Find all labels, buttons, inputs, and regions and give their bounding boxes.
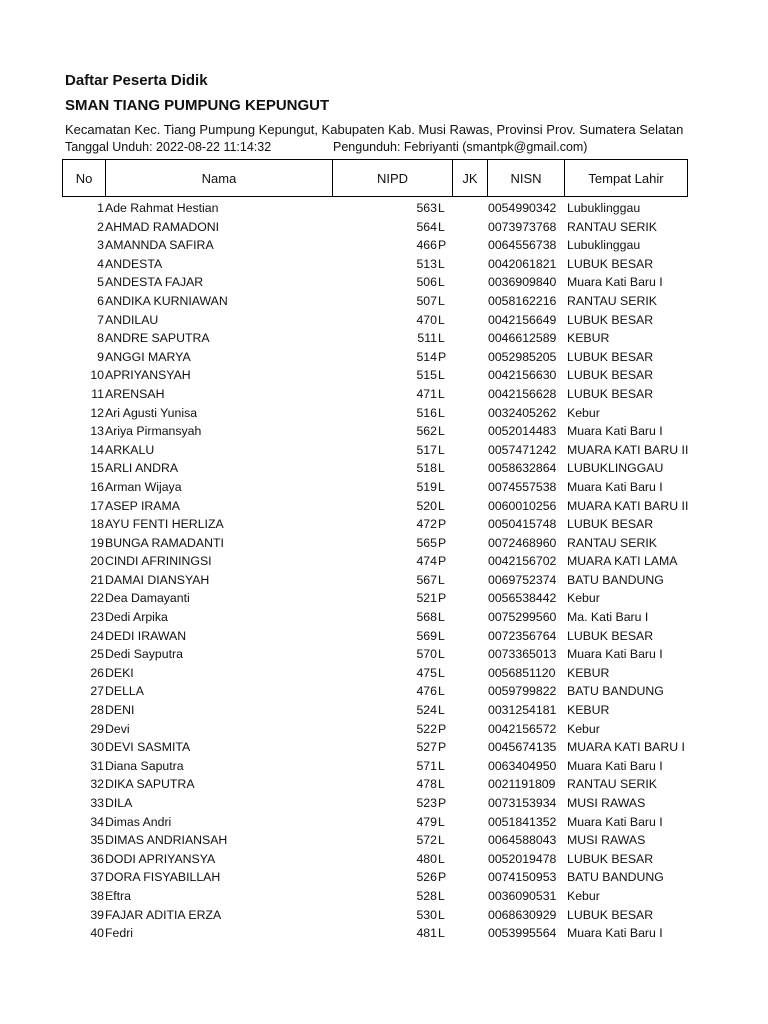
cell-nama: AMANNDA SAFIRA bbox=[105, 238, 214, 253]
cell-nama: CINDI AFRININGSI bbox=[105, 554, 212, 569]
cell-nama: ANDESTA bbox=[105, 256, 163, 271]
cell-nisn: 0074557538 bbox=[488, 479, 557, 494]
cell-jk: L bbox=[438, 647, 445, 662]
cell-no: 25 bbox=[90, 647, 104, 662]
cell-nama: ARKALU bbox=[105, 442, 155, 457]
cell-nama: DIMAS ANDRIANSAH bbox=[105, 833, 228, 848]
cell-nama: Dedi Arpika bbox=[105, 610, 168, 625]
cell-jk: L bbox=[438, 851, 445, 866]
cell-nama: ARENSAH bbox=[105, 386, 165, 401]
cell-nama: ANDIKA KURNIAWAN bbox=[105, 293, 228, 308]
cell-tempat-lahir: MUSI RAWAS bbox=[567, 833, 646, 848]
cell-tempat-lahir: RANTAU SERIK bbox=[567, 219, 657, 234]
cell-tempat-lahir: KEBUR bbox=[567, 331, 610, 346]
cell-jk: L bbox=[438, 758, 445, 773]
cell-no: 16 bbox=[90, 479, 104, 494]
cell-no: 39 bbox=[90, 907, 104, 922]
cell-nama: Ari Agusti Yunisa bbox=[105, 405, 198, 420]
cell-nipd: 475 bbox=[416, 665, 437, 680]
cell-jk: L bbox=[438, 777, 445, 792]
cell-jk: L bbox=[438, 442, 445, 457]
cell-nipd: 476 bbox=[416, 684, 437, 699]
cell-no: 8 bbox=[97, 331, 104, 346]
cell-nama: DORA FISYABILLAH bbox=[105, 870, 221, 885]
cell-nisn: 0058632864 bbox=[488, 461, 557, 476]
cell-nama: ANDRE SAPUTRA bbox=[105, 331, 210, 346]
cell-jk: L bbox=[438, 424, 445, 439]
cell-no: 23 bbox=[90, 610, 104, 625]
cell-jk: L bbox=[438, 665, 445, 680]
cell-tempat-lahir: BATU BANDUNG bbox=[567, 572, 664, 587]
cell-jk: L bbox=[438, 907, 445, 922]
cell-jk: P bbox=[438, 349, 447, 364]
cell-nipd: 516 bbox=[416, 405, 437, 420]
cell-no: 22 bbox=[90, 591, 104, 606]
cell-nama: Eftra bbox=[105, 888, 131, 903]
cell-nipd: 569 bbox=[416, 628, 437, 643]
cell-nipd: 524 bbox=[416, 703, 437, 718]
cell-nama: DEDI IRAWAN bbox=[105, 628, 187, 643]
cell-nisn: 0036909840 bbox=[488, 275, 557, 290]
cell-nisn: 0068630929 bbox=[488, 907, 557, 922]
cell-nisn: 0046612589 bbox=[488, 331, 557, 346]
cell-no: 29 bbox=[90, 721, 104, 736]
cell-nisn: 0057471242 bbox=[488, 442, 557, 457]
cell-nisn: 0042156702 bbox=[488, 554, 557, 569]
cell-nipd: 515 bbox=[416, 368, 437, 383]
cell-nama: Ade Rahmat Hestian bbox=[105, 201, 219, 215]
cell-nipd: 568 bbox=[416, 610, 437, 625]
cell-tempat-lahir: LUBUK BESAR bbox=[567, 907, 654, 922]
cell-nisn: 0045674135 bbox=[488, 740, 557, 755]
cell-jk: P bbox=[438, 517, 447, 532]
cell-no: 27 bbox=[90, 684, 104, 699]
cell-no: 14 bbox=[90, 442, 104, 457]
cell-nisn: 0059799822 bbox=[488, 684, 557, 699]
cell-nisn: 0056538442 bbox=[488, 591, 557, 606]
cell-tempat-lahir: BATU BANDUNG bbox=[567, 870, 664, 885]
cell-nama: DIKA SAPUTRA bbox=[105, 777, 195, 792]
cell-tempat-lahir: Lubuklinggau bbox=[567, 201, 641, 215]
cell-nipd: 528 bbox=[416, 888, 437, 903]
cell-jk: L bbox=[438, 572, 445, 587]
cell-nipd: 478 bbox=[416, 777, 437, 792]
cell-nama: DEKI bbox=[105, 665, 134, 680]
cell-jk: L bbox=[438, 256, 445, 271]
cell-nama: Fedri bbox=[105, 926, 134, 941]
cell-nipd: 571 bbox=[416, 758, 437, 773]
cell-nama: ASEP IRAMA bbox=[105, 498, 180, 513]
cell-nama: Diana Saputra bbox=[105, 758, 184, 773]
cell-no: 35 bbox=[90, 833, 104, 848]
cell-jk: P bbox=[438, 591, 447, 606]
cell-nama: APRIYANSYAH bbox=[105, 368, 191, 383]
cell-jk: L bbox=[438, 312, 445, 327]
cell-nipd: 470 bbox=[416, 312, 437, 327]
header-nisn: NISN bbox=[488, 160, 565, 197]
cell-no: 26 bbox=[90, 665, 104, 680]
cell-tempat-lahir: Muara Kati Baru I bbox=[567, 647, 663, 662]
cell-nisn: 0073153934 bbox=[488, 796, 557, 810]
cell-nama: Arman Wijaya bbox=[105, 479, 182, 494]
cell-nisn: 0072356764 bbox=[488, 628, 557, 643]
cell-tempat-lahir: MUARA KATI BARU II bbox=[567, 442, 689, 457]
cell-no: 9 bbox=[97, 349, 104, 364]
cell-jk: P bbox=[438, 870, 447, 885]
cell-jk: L bbox=[438, 479, 445, 494]
cell-nama: Devi bbox=[105, 721, 130, 736]
cell-jk: L bbox=[438, 926, 445, 941]
cell-nipd: 526 bbox=[416, 870, 437, 885]
school-name: SMAN TIANG PUMPUNG KEPUNGUT bbox=[65, 97, 330, 114]
cell-no: 37 bbox=[90, 870, 104, 885]
header-no: No bbox=[63, 160, 106, 197]
cell-nipd: 521 bbox=[416, 591, 437, 606]
header-nama: Nama bbox=[106, 160, 333, 197]
cell-nama: ANDESTA FAJAR bbox=[105, 275, 204, 290]
cell-tempat-lahir: LUBUK BESAR bbox=[567, 312, 654, 327]
cell-nisn: 0060010256 bbox=[488, 498, 557, 513]
cell-nisn: 0032405262 bbox=[488, 405, 557, 420]
cell-no: 34 bbox=[90, 814, 104, 829]
cell-no: 31 bbox=[90, 758, 104, 773]
cell-jk: L bbox=[438, 684, 445, 699]
cell-jk: L bbox=[438, 498, 445, 513]
cell-nisn: 0051841352 bbox=[488, 814, 557, 829]
cell-jk: L bbox=[438, 888, 445, 903]
cell-no: 18 bbox=[90, 517, 104, 532]
cell-nisn: 0042061821 bbox=[488, 256, 557, 271]
cell-jk: L bbox=[438, 628, 445, 643]
cell-nipd: 522 bbox=[416, 721, 437, 736]
cell-tempat-lahir: Muara Kati Baru I bbox=[567, 424, 663, 439]
cell-nisn: 0031254181 bbox=[488, 703, 557, 718]
cell-tempat-lahir: Muara Kati Baru I bbox=[567, 926, 663, 941]
header-jk: JK bbox=[453, 160, 488, 197]
cell-tempat-lahir: KEBUR bbox=[567, 703, 610, 718]
cell-nipd: 572 bbox=[416, 833, 437, 848]
cell-no: 20 bbox=[90, 554, 104, 569]
cell-jk: L bbox=[438, 368, 445, 383]
cell-jk: L bbox=[438, 833, 445, 848]
cell-nama: Dimas Andri bbox=[105, 814, 172, 829]
cell-nama: DODI APRIYANSYA bbox=[105, 851, 216, 866]
cell-no: 21 bbox=[90, 572, 104, 587]
cell-nipd: 565 bbox=[416, 535, 437, 550]
cell-jk: L bbox=[438, 814, 445, 829]
cell-nisn: 0064556738 bbox=[488, 238, 557, 253]
cell-nama: ANGGI MARYA bbox=[105, 349, 191, 364]
cell-nisn: 0042156649 bbox=[488, 312, 557, 327]
cell-nipd: 519 bbox=[416, 479, 437, 494]
cell-tempat-lahir: Muara Kati Baru I bbox=[567, 758, 663, 773]
cell-jk: L bbox=[438, 275, 445, 290]
header-nipd: NIPD bbox=[333, 160, 453, 197]
cell-tempat-lahir: Muara Kati Baru I bbox=[567, 275, 663, 290]
cell-nisn: 0052985205 bbox=[488, 349, 557, 364]
cell-jk: L bbox=[438, 201, 445, 215]
cell-no: 17 bbox=[90, 498, 104, 513]
cell-nipd: 517 bbox=[416, 442, 437, 457]
cell-no: 28 bbox=[90, 703, 104, 718]
cell-no: 40 bbox=[90, 926, 104, 941]
cell-jk: L bbox=[438, 461, 445, 476]
cell-tempat-lahir: LUBUK BESAR bbox=[567, 628, 654, 643]
cell-nisn: 0073973768 bbox=[488, 219, 557, 234]
cell-tempat-lahir: MUSI RAWAS bbox=[567, 796, 646, 810]
cell-nipd: 514 bbox=[416, 349, 437, 364]
cell-tempat-lahir: Muara Kati Baru I bbox=[567, 479, 663, 494]
cell-tempat-lahir: LUBUK BESAR bbox=[567, 349, 654, 364]
cell-tempat-lahir: Kebur bbox=[567, 721, 600, 736]
cell-tempat-lahir: Ma. Kati Baru I bbox=[567, 610, 649, 625]
cell-tempat-lahir: LUBUK BESAR bbox=[567, 368, 654, 383]
cell-nama: DILA bbox=[105, 796, 133, 810]
table-header bbox=[62, 159, 688, 197]
cell-tempat-lahir: Kebur bbox=[567, 405, 600, 420]
cell-nipd: 474 bbox=[416, 554, 437, 569]
cell-tempat-lahir: BATU BANDUNG bbox=[567, 684, 664, 699]
cell-nisn: 0052014483 bbox=[488, 424, 557, 439]
cell-nisn: 0021191809 bbox=[488, 777, 556, 792]
cell-nipd: 564 bbox=[416, 219, 437, 234]
school-address: Kecamatan Kec. Tiang Pumpung Kepungut, Kabupaten Kab. Musi Rawas, Provinsi Prov. Sumatera Selatan bbox=[65, 122, 684, 137]
cell-nipd: 520 bbox=[416, 498, 437, 513]
document-title: Daftar Peserta Didik bbox=[65, 72, 208, 89]
cell-tempat-lahir: RANTAU SERIK bbox=[567, 777, 657, 792]
cell-nama: FAJAR ADITIA ERZA bbox=[105, 907, 222, 922]
cell-nama: DAMAI DIANSYAH bbox=[105, 572, 210, 587]
cell-no: 3 bbox=[97, 238, 104, 253]
cell-no: 36 bbox=[90, 851, 104, 866]
cell-no: 6 bbox=[97, 293, 104, 308]
cell-nisn: 0075299560 bbox=[488, 610, 557, 625]
cell-tempat-lahir: Muara Kati Baru I bbox=[567, 814, 663, 829]
cell-nipd: 563 bbox=[416, 201, 437, 215]
cell-jk: L bbox=[438, 386, 445, 401]
cell-jk: L bbox=[438, 703, 445, 718]
download-meta bbox=[65, 140, 588, 154]
cell-no: 12 bbox=[90, 405, 104, 420]
cell-nisn: 0052019478 bbox=[488, 851, 557, 866]
cell-nisn: 0072468960 bbox=[488, 535, 557, 550]
cell-no: 7 bbox=[97, 312, 104, 327]
cell-nipd: 530 bbox=[416, 907, 437, 922]
cell-no: 32 bbox=[90, 777, 104, 792]
cell-nisn: 0042156572 bbox=[488, 721, 557, 736]
cell-tempat-lahir: LUBUKLINGGAU bbox=[567, 461, 664, 476]
cell-nipd: 471 bbox=[416, 386, 437, 401]
cell-jk: P bbox=[438, 554, 447, 569]
cell-nipd: 472 bbox=[416, 517, 437, 532]
cell-nama: DENI bbox=[105, 703, 135, 718]
cell-tempat-lahir: LUBUK BESAR bbox=[567, 517, 654, 532]
cell-nama: Dea Damayanti bbox=[105, 591, 190, 606]
cell-tempat-lahir: MUARA KATI BARU II bbox=[567, 498, 689, 513]
cell-nisn: 0054990342 bbox=[488, 201, 557, 215]
cell-nipd: 481 bbox=[416, 926, 437, 941]
cell-nipd: 518 bbox=[416, 461, 437, 476]
cell-tempat-lahir: Kebur bbox=[567, 888, 600, 903]
cell-nama: AHMAD RAMADONI bbox=[105, 219, 220, 234]
cell-nipd: 466 bbox=[416, 238, 437, 253]
cell-nisn: 0069752374 bbox=[488, 572, 557, 587]
cell-nipd: 507 bbox=[416, 293, 437, 308]
cell-tempat-lahir: KEBUR bbox=[567, 665, 610, 680]
cell-no: 30 bbox=[90, 740, 104, 755]
cell-no: 11 bbox=[91, 386, 104, 401]
cell-nipd: 523 bbox=[416, 796, 437, 810]
cell-jk: L bbox=[438, 293, 445, 308]
cell-nipd: 511 bbox=[417, 331, 437, 346]
cell-tempat-lahir: LUBUK BESAR bbox=[567, 851, 654, 866]
cell-jk: P bbox=[438, 796, 447, 810]
cell-nipd: 527 bbox=[416, 740, 437, 755]
downloader: Pengunduh: Febriyanti (smantpk@gmail.com) bbox=[333, 140, 588, 154]
cell-tempat-lahir: MUARA KATI LAMA bbox=[567, 554, 678, 569]
cell-jk: P bbox=[438, 535, 447, 550]
cell-nisn: 0058162216 bbox=[488, 293, 557, 308]
cell-tempat-lahir: MUARA KATI BARU I bbox=[567, 740, 685, 755]
cell-no: 38 bbox=[90, 888, 104, 903]
cell-nama: Ariya Pirmansyah bbox=[105, 424, 202, 439]
cell-nisn: 0036090531 bbox=[488, 888, 557, 903]
cell-tempat-lahir: LUBUK BESAR bbox=[567, 386, 654, 401]
cell-no: 15 bbox=[90, 461, 104, 476]
cell-nama: AYU FENTI HERLIZA bbox=[105, 517, 224, 532]
header-tempat-lahir: Tempat Lahir bbox=[565, 160, 688, 197]
cell-nisn: 0042156628 bbox=[488, 386, 557, 401]
cell-nisn: 0064588043 bbox=[488, 833, 557, 848]
cell-jk: L bbox=[438, 331, 445, 346]
cell-nisn: 0053995564 bbox=[488, 926, 557, 941]
cell-no: 19 bbox=[90, 535, 104, 550]
cell-nisn: 0050415748 bbox=[488, 517, 557, 532]
cell-no: 24 bbox=[90, 628, 104, 643]
cell-nipd: 480 bbox=[416, 851, 437, 866]
cell-nipd: 562 bbox=[416, 424, 437, 439]
cell-nama: DELLA bbox=[105, 684, 144, 699]
cell-nipd: 567 bbox=[416, 572, 437, 587]
cell-nipd: 513 bbox=[416, 256, 437, 271]
cell-nipd: 506 bbox=[416, 275, 437, 290]
cell-jk: P bbox=[438, 238, 447, 253]
cell-no: 2 bbox=[97, 219, 104, 234]
cell-jk: L bbox=[438, 219, 445, 234]
cell-nisn: 0073365013 bbox=[488, 647, 557, 662]
cell-nisn: 0056851120 bbox=[488, 665, 556, 680]
cell-nipd: 479 bbox=[416, 814, 437, 829]
cell-nama: ANDILAU bbox=[105, 312, 159, 327]
cell-tempat-lahir: Kebur bbox=[567, 591, 600, 606]
cell-no: 13 bbox=[90, 424, 104, 439]
cell-no: 4 bbox=[97, 256, 104, 271]
cell-jk: P bbox=[438, 740, 447, 755]
cell-nama: BUNGA RAMADANTI bbox=[105, 535, 224, 550]
cell-no: 10 bbox=[90, 368, 104, 383]
cell-tempat-lahir: RANTAU SERIK bbox=[567, 293, 657, 308]
cell-tempat-lahir: LUBUK BESAR bbox=[567, 256, 654, 271]
cell-tempat-lahir: RANTAU SERIK bbox=[567, 535, 657, 550]
cell-nisn: 0063404950 bbox=[488, 758, 557, 773]
cell-nisn: 0074150953 bbox=[488, 870, 557, 885]
cell-nama: Dedi Sayputra bbox=[105, 647, 183, 662]
cell-jk: P bbox=[438, 721, 447, 736]
cell-nisn: 0042156630 bbox=[488, 368, 557, 383]
cell-tempat-lahir: Lubuklinggau bbox=[567, 238, 641, 253]
cell-jk: L bbox=[438, 610, 445, 625]
cell-jk: L bbox=[438, 405, 445, 420]
download-date: Tanggal Unduh: 2022-08-22 11:14:32 bbox=[65, 140, 272, 154]
cell-no: 1 bbox=[97, 201, 104, 215]
cell-no: 5 bbox=[97, 275, 104, 290]
cell-nama: DEVI SASMITA bbox=[105, 740, 191, 755]
cell-no: 33 bbox=[90, 796, 104, 810]
cell-nipd: 570 bbox=[416, 647, 437, 662]
cell-nama: ARLI ANDRA bbox=[105, 461, 179, 476]
